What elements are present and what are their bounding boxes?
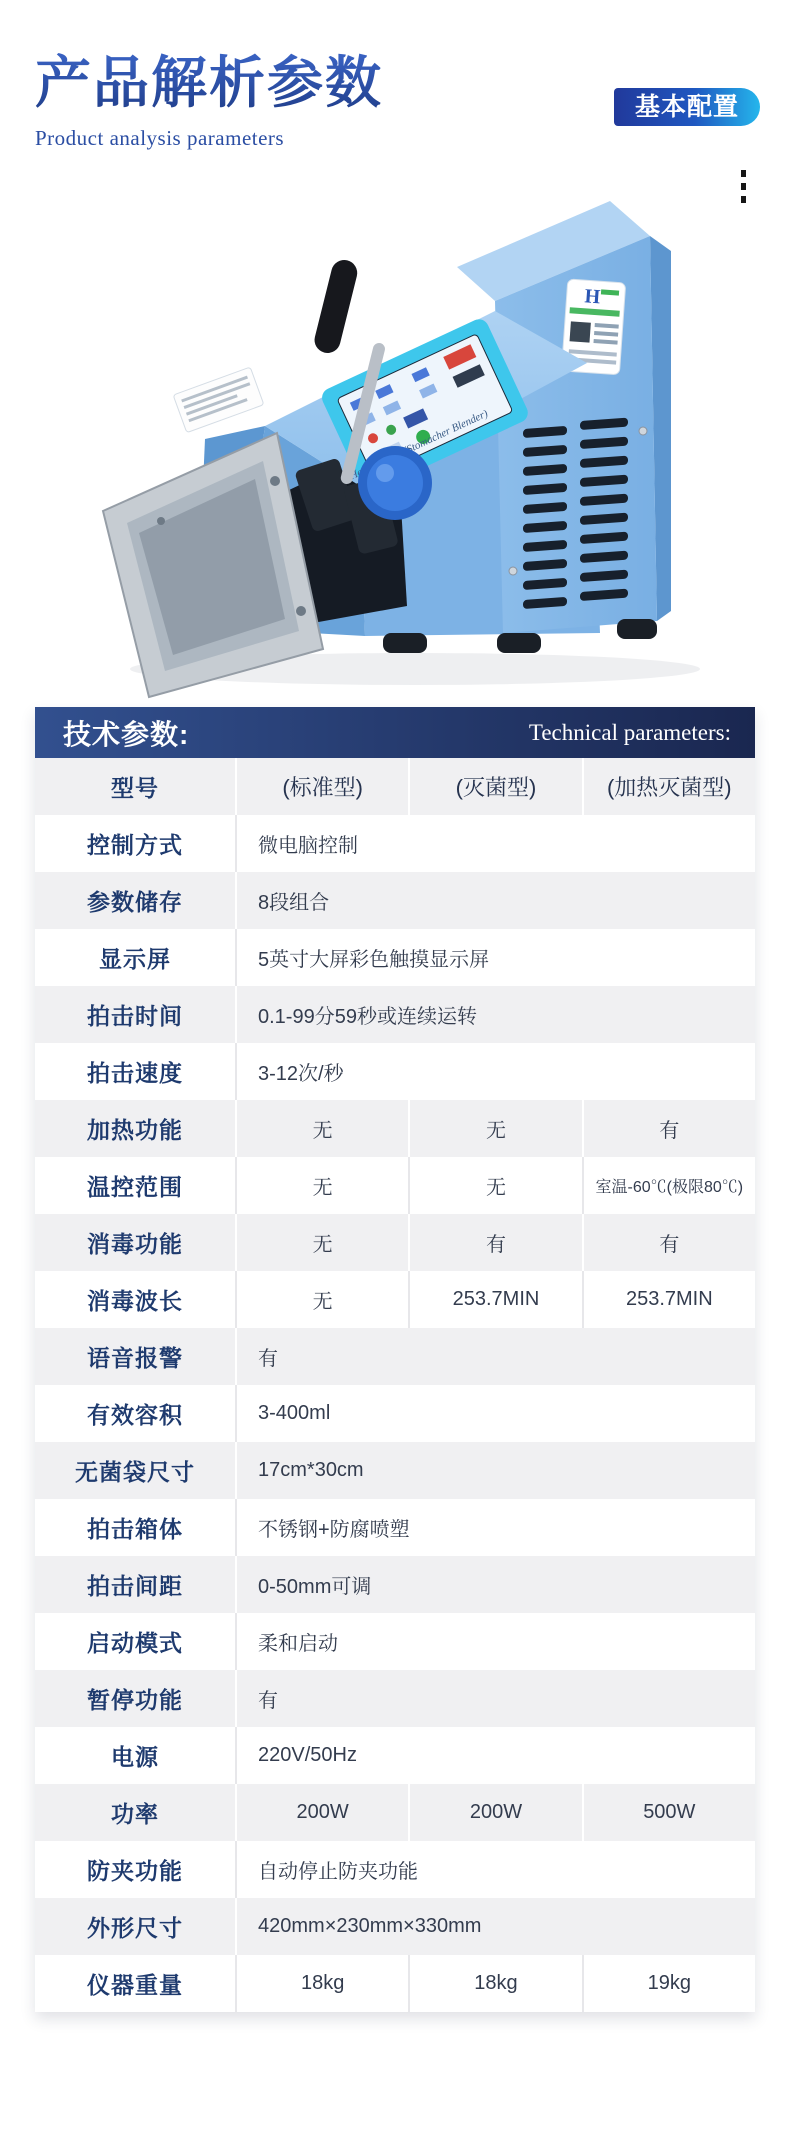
spec-row <box>35 815 755 872</box>
spec-label: 控制方式 <box>87 832 183 859</box>
spec-value: 200W <box>408 1784 581 1841</box>
spec-row <box>35 1841 755 1898</box>
console-engraving: Blender) <box>449 408 490 436</box>
spec-row <box>35 1556 755 1613</box>
spec-label: 温控范围 <box>87 1174 183 1201</box>
spec-value: 无 <box>235 1100 408 1157</box>
spec-value-merged: 自动停止防夹功能 <box>235 1841 755 1898</box>
spec-value: 19kg <box>582 1955 755 2012</box>
spec-label: 外形尺寸 <box>87 1915 183 1942</box>
spec-row <box>35 1043 755 1100</box>
spec-title-cn: 技术参数: <box>63 718 190 750</box>
spec-value-merged: 3-12次/秒 <box>235 1043 755 1100</box>
spec-value-merged: 有 <box>235 1670 755 1727</box>
spec-row <box>35 1157 755 1214</box>
spec-row <box>35 1727 755 1784</box>
spec-label: 拍击速度 <box>87 1060 183 1087</box>
spec-rows <box>35 758 755 2012</box>
spec-row <box>35 986 755 1043</box>
spec-value: 253.7MIN <box>408 1271 581 1328</box>
spec-value: 253.7MIN <box>582 1271 755 1328</box>
spec-label: 显示屏 <box>99 946 171 973</box>
page-title: 产品解析参数 <box>35 52 755 116</box>
spec-value: 有 <box>582 1214 755 1271</box>
spec-title-en: Technical parameters: <box>528 719 731 745</box>
spec-value: 500W <box>582 1784 755 1841</box>
spec-value: 有 <box>408 1214 581 1271</box>
spec-row <box>35 1442 755 1499</box>
spec-label: 型号 <box>111 775 159 802</box>
spec-label: 启动模式 <box>87 1630 183 1657</box>
spec-row <box>35 1214 755 1271</box>
spec-row <box>35 872 755 929</box>
spec-label: 语音报警 <box>87 1345 183 1372</box>
spec-value: (加热灭菌型) <box>582 758 755 815</box>
spec-value: 无 <box>408 1100 581 1157</box>
spec-sticker <box>173 367 264 433</box>
spec-row <box>35 1670 755 1727</box>
homogenizer-machine-illustration <box>65 181 725 701</box>
spec-row <box>35 1955 755 2012</box>
spec-row <box>35 1898 755 1955</box>
spec-label: 电源 <box>111 1744 159 1771</box>
spec-row <box>35 1499 755 1556</box>
spec-value-merged: 17cm*30cm <box>235 1442 755 1499</box>
spec-value-merged: 0-50mm可调 <box>235 1556 755 1613</box>
spec-row <box>35 1613 755 1670</box>
spec-label: 无菌袋尺寸 <box>75 1459 195 1486</box>
spec-value-merged: 微电脑控制 <box>235 815 755 872</box>
spec-label: 暂停功能 <box>87 1687 183 1714</box>
spec-value: (标准型) <box>235 758 408 815</box>
spec-label: 拍击时间 <box>87 1003 183 1030</box>
spec-value-merged: 420mm×230mm×330mm <box>235 1898 755 1955</box>
spec-label: 防夹功能 <box>87 1858 183 1885</box>
spec-table-header <box>35 707 755 758</box>
spec-value: (灭菌型) <box>408 758 581 815</box>
spec-value-merged: 0.1-99分59秒或连续运转 <box>235 986 755 1043</box>
basic-config-badge: 基本配置 <box>614 88 760 126</box>
spec-label: 有效容积 <box>87 1402 183 1429</box>
spec-value: 无 <box>408 1157 581 1214</box>
spec-label: 消毒波长 <box>87 1288 183 1315</box>
spec-table <box>35 707 755 2012</box>
spec-value: 无 <box>235 1157 408 1214</box>
spec-value: 无 <box>235 1271 408 1328</box>
spec-value-merged: 8段组合 <box>235 872 755 929</box>
spec-row <box>35 1100 755 1157</box>
spec-label: 消毒功能 <box>87 1231 183 1258</box>
spec-value: 室温-60℃(极限80℃) <box>582 1157 755 1214</box>
spec-value: 200W <box>235 1784 408 1841</box>
spec-label: 拍击间距 <box>87 1573 183 1600</box>
spec-row <box>35 1271 755 1328</box>
brand-mark: H <box>583 285 601 309</box>
spec-label: 功率 <box>111 1801 159 1828</box>
spec-value: 18kg <box>235 1955 408 2012</box>
spec-label: 拍击箱体 <box>87 1516 183 1543</box>
spec-label: 仪器重量 <box>87 1972 183 1999</box>
spec-row <box>35 929 755 986</box>
spec-label: 参数储存 <box>87 889 183 916</box>
spec-value: 无 <box>235 1214 408 1271</box>
spec-value: 有 <box>582 1100 755 1157</box>
spec-value-merged: 220V/50Hz <box>235 1727 755 1784</box>
spec-row <box>35 1328 755 1385</box>
product-image <box>65 181 725 701</box>
page-header <box>0 0 790 151</box>
page-subtitle: Product analysis parameters <box>35 126 285 151</box>
spec-value-merged: 5英寸大屏彩色触摸显示屏 <box>235 929 755 986</box>
spec-value-merged: 有 <box>235 1328 755 1385</box>
spec-value-merged: 3-400ml <box>235 1385 755 1442</box>
spec-row <box>35 1784 755 1841</box>
vertical-dots-decoration <box>741 170 746 206</box>
spec-value-merged: 柔和启动 <box>235 1613 755 1670</box>
spec-row <box>35 758 755 815</box>
spec-value-merged: 不锈钢+防腐喷塑 <box>235 1499 755 1556</box>
spec-label: 加热功能 <box>87 1117 183 1144</box>
spec-value: 18kg <box>408 1955 581 2012</box>
spec-row <box>35 1385 755 1442</box>
